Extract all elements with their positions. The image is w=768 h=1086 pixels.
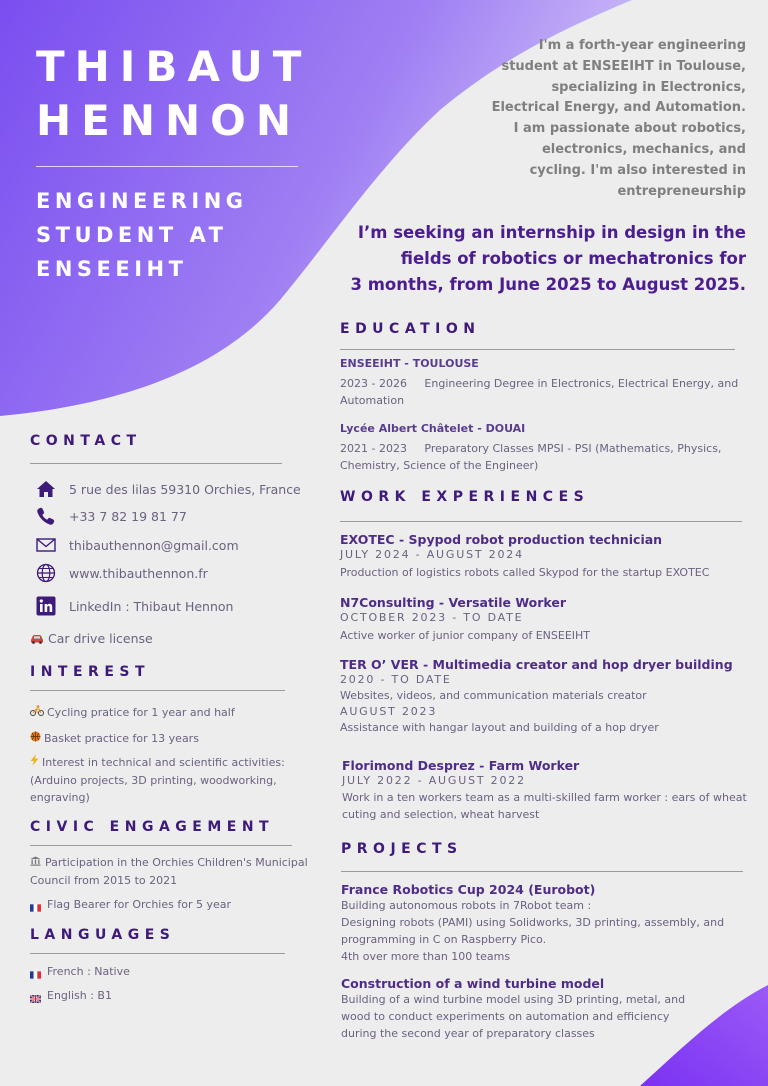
language-english — [30, 987, 112, 1004]
contact-heading: CONTACT — [30, 433, 142, 449]
role-line: ENSEEIHT — [36, 257, 188, 281]
linkedin-text: LinkedIn : Thibaut Hennon — [69, 598, 234, 614]
objective-line: 3 months, from June 2025 to August 2025. — [350, 275, 746, 294]
objective-line: fields of robotics or mechatronics for — [400, 249, 746, 268]
education-entry — [340, 357, 740, 409]
name-divider — [36, 166, 298, 167]
work-entry — [340, 595, 750, 644]
education-school: ENSEEIHT - TOULOUSE — [340, 357, 479, 370]
education-detail: 2023 - 2026 Engineering Degree in Electronics, Electrical Energy, and — [340, 377, 739, 390]
job-description: Production of logistics robots called Skypod for the startup EXOTEC — [340, 566, 710, 579]
project-entry — [341, 882, 751, 965]
project-line: during the second year of preparatory classes — [341, 1027, 595, 1040]
civic-heading: CIVIC ENGAGEMENT — [30, 819, 275, 835]
car-icon — [30, 634, 44, 644]
contact-email[interactable] — [36, 535, 239, 555]
town-hall-icon — [30, 854, 41, 871]
job-title: TER O’ VER - Multimedia creator and hop dryer building — [340, 657, 733, 672]
contact-divider — [30, 463, 282, 464]
lightning-icon — [30, 754, 39, 771]
intro-line: I am passionate about robotics, — [513, 121, 746, 137]
job-description: Work in a ten workers team as a multi-skilled farm worker : ears of wheat — [342, 791, 747, 804]
address-text: 5 rue des lilas 59310 Orchies, France — [69, 481, 301, 497]
civic-text: Flag Bearer for Orchies for 5 year — [47, 898, 232, 911]
job-description: Active worker of junior company of ENSEEIHT — [340, 629, 591, 642]
language-text: French : Native — [47, 965, 130, 978]
last-name: HENNON — [36, 96, 301, 145]
work-heading: WORK EXPERIENCES — [340, 489, 590, 505]
project-line: 4th over more than 100 teams — [341, 950, 511, 963]
work-entry — [340, 657, 750, 736]
projects-divider — [341, 871, 743, 872]
license-text: Car drive license — [48, 631, 153, 646]
project-line: Building of a wind turbine model using 3D printing, metal, and — [341, 993, 686, 1006]
intro-line: electronics, mechanics, and — [541, 141, 746, 157]
objective-line: I’m seeking an internship in design in the — [357, 223, 746, 242]
interest-text: engraving) — [30, 790, 90, 804]
project-line: Designing robots (PAMI) using Solidworks, 3D printing, assembly, and — [341, 916, 725, 929]
language-text: English : B1 — [47, 989, 112, 1002]
civic-flag-bearer — [30, 896, 231, 913]
contact-linkedin[interactable] — [36, 596, 233, 616]
job-date: JULY 2022 - AUGUST 2022 — [342, 774, 526, 787]
full-name — [36, 40, 311, 148]
languages-divider — [30, 953, 285, 954]
job-date: JULY 2024 - AUGUST 2024 — [340, 548, 524, 561]
contact-license — [30, 631, 153, 646]
education-detail: Automation — [340, 394, 405, 407]
education-detail: Chemistry, Science of the Engineer) — [340, 459, 539, 472]
interest-basket — [30, 730, 199, 748]
uk-flag-icon — [30, 991, 41, 999]
project-line: programming in C on Raspberry Pico. — [341, 933, 547, 946]
contact-website[interactable] — [36, 563, 208, 583]
globe-icon — [36, 563, 56, 583]
projects-heading: PROJECTS — [341, 841, 463, 857]
education-detail: 2021 - 2023 Preparatory Classes MPSI - PSI (Mathematics, Physics, — [340, 442, 722, 455]
job-date: 2020 - TO DATE — [340, 673, 452, 686]
work-divider — [340, 521, 742, 522]
interest-text: Interest in technical and scientific activities: — [42, 756, 285, 769]
job-title: N7Consulting - Versatile Worker — [340, 595, 567, 610]
internship-objective — [346, 220, 746, 298]
language-french — [30, 963, 130, 980]
france-flag-icon — [30, 900, 41, 908]
intro-paragraph — [446, 36, 746, 202]
intro-line: cycling. I'm also interested in — [529, 162, 746, 178]
email-text: thibauthennon@gmail.com — [69, 537, 239, 553]
intro-line: student at ENSEEIHT in Toulouse, — [501, 58, 746, 74]
job-description: cuting and selection, wheat harvest — [342, 808, 540, 821]
job-description: Websites, videos, and communication materials creator — [340, 689, 647, 702]
work-entry — [340, 532, 750, 581]
project-line: Building autonomous robots in 7Robot team : — [341, 899, 592, 912]
interest-cycling — [30, 704, 235, 722]
education-heading: EDUCATION — [340, 321, 481, 337]
civic-council — [30, 854, 308, 889]
project-entry — [341, 976, 741, 1042]
bicycle-icon — [30, 704, 44, 721]
job-title: EXOTEC - Spypod robot production technician — [340, 532, 663, 547]
intro-line: entrepreneurship — [617, 183, 746, 199]
interest-heading: INTEREST — [30, 664, 151, 680]
home-icon — [36, 479, 56, 499]
work-entry — [342, 758, 752, 823]
interest-text: Basket practice for 13 years — [44, 732, 199, 745]
education-entry — [340, 422, 740, 474]
role-line: ENGINEERING — [36, 189, 248, 213]
intro-line: Electrical Energy, and Automation. — [491, 100, 746, 116]
contact-phone[interactable] — [36, 506, 187, 526]
interest-text: (Arduino projects, 3D printing, woodworking, — [30, 773, 277, 787]
contact-address — [36, 479, 301, 499]
website-text: www.thibauthennon.fr — [69, 565, 208, 581]
intro-line: I'm a forth-year engineering — [538, 38, 746, 53]
intro-line: specializing in Electronics, — [551, 79, 746, 95]
job-description: Assistance with hangar layout and building of a hop dryer — [340, 721, 659, 734]
civic-text: Participation in the Orchies Children's Municipal — [45, 856, 308, 869]
job-date: OCTOBER 2023 - TO DATE — [340, 611, 524, 624]
role-title — [36, 184, 296, 286]
project-line: wood to conduct experiments on automation and efficiency — [341, 1010, 670, 1023]
interest-text: Cycling pratice for 1 year and half — [47, 706, 235, 719]
interest-divider — [30, 690, 285, 691]
linkedin-icon — [36, 596, 56, 616]
education-divider — [340, 349, 735, 350]
job-date: AUGUST 2023 — [340, 705, 438, 718]
civic-text: Council from 2015 to 2021 — [30, 873, 178, 887]
role-line: STUDENT AT — [36, 223, 228, 247]
project-title: France Robotics Cup 2024 (Eurobot) — [341, 882, 596, 897]
interest-technical — [30, 754, 285, 806]
basketball-icon — [30, 730, 41, 747]
education-school: Lycée Albert Châtelet - DOUAI — [340, 422, 526, 435]
project-title: Construction of a wind turbine model — [341, 976, 605, 991]
phone-text: +33 7 82 19 81 77 — [69, 508, 187, 524]
job-title: Florimond Desprez - Farm Worker — [342, 758, 580, 773]
france-flag-icon — [30, 967, 41, 975]
first-name: THIBAUT — [36, 42, 312, 91]
languages-heading: LANGUAGES — [30, 927, 176, 943]
phone-icon — [36, 506, 56, 526]
civic-divider — [30, 845, 292, 846]
mail-icon — [36, 535, 56, 555]
